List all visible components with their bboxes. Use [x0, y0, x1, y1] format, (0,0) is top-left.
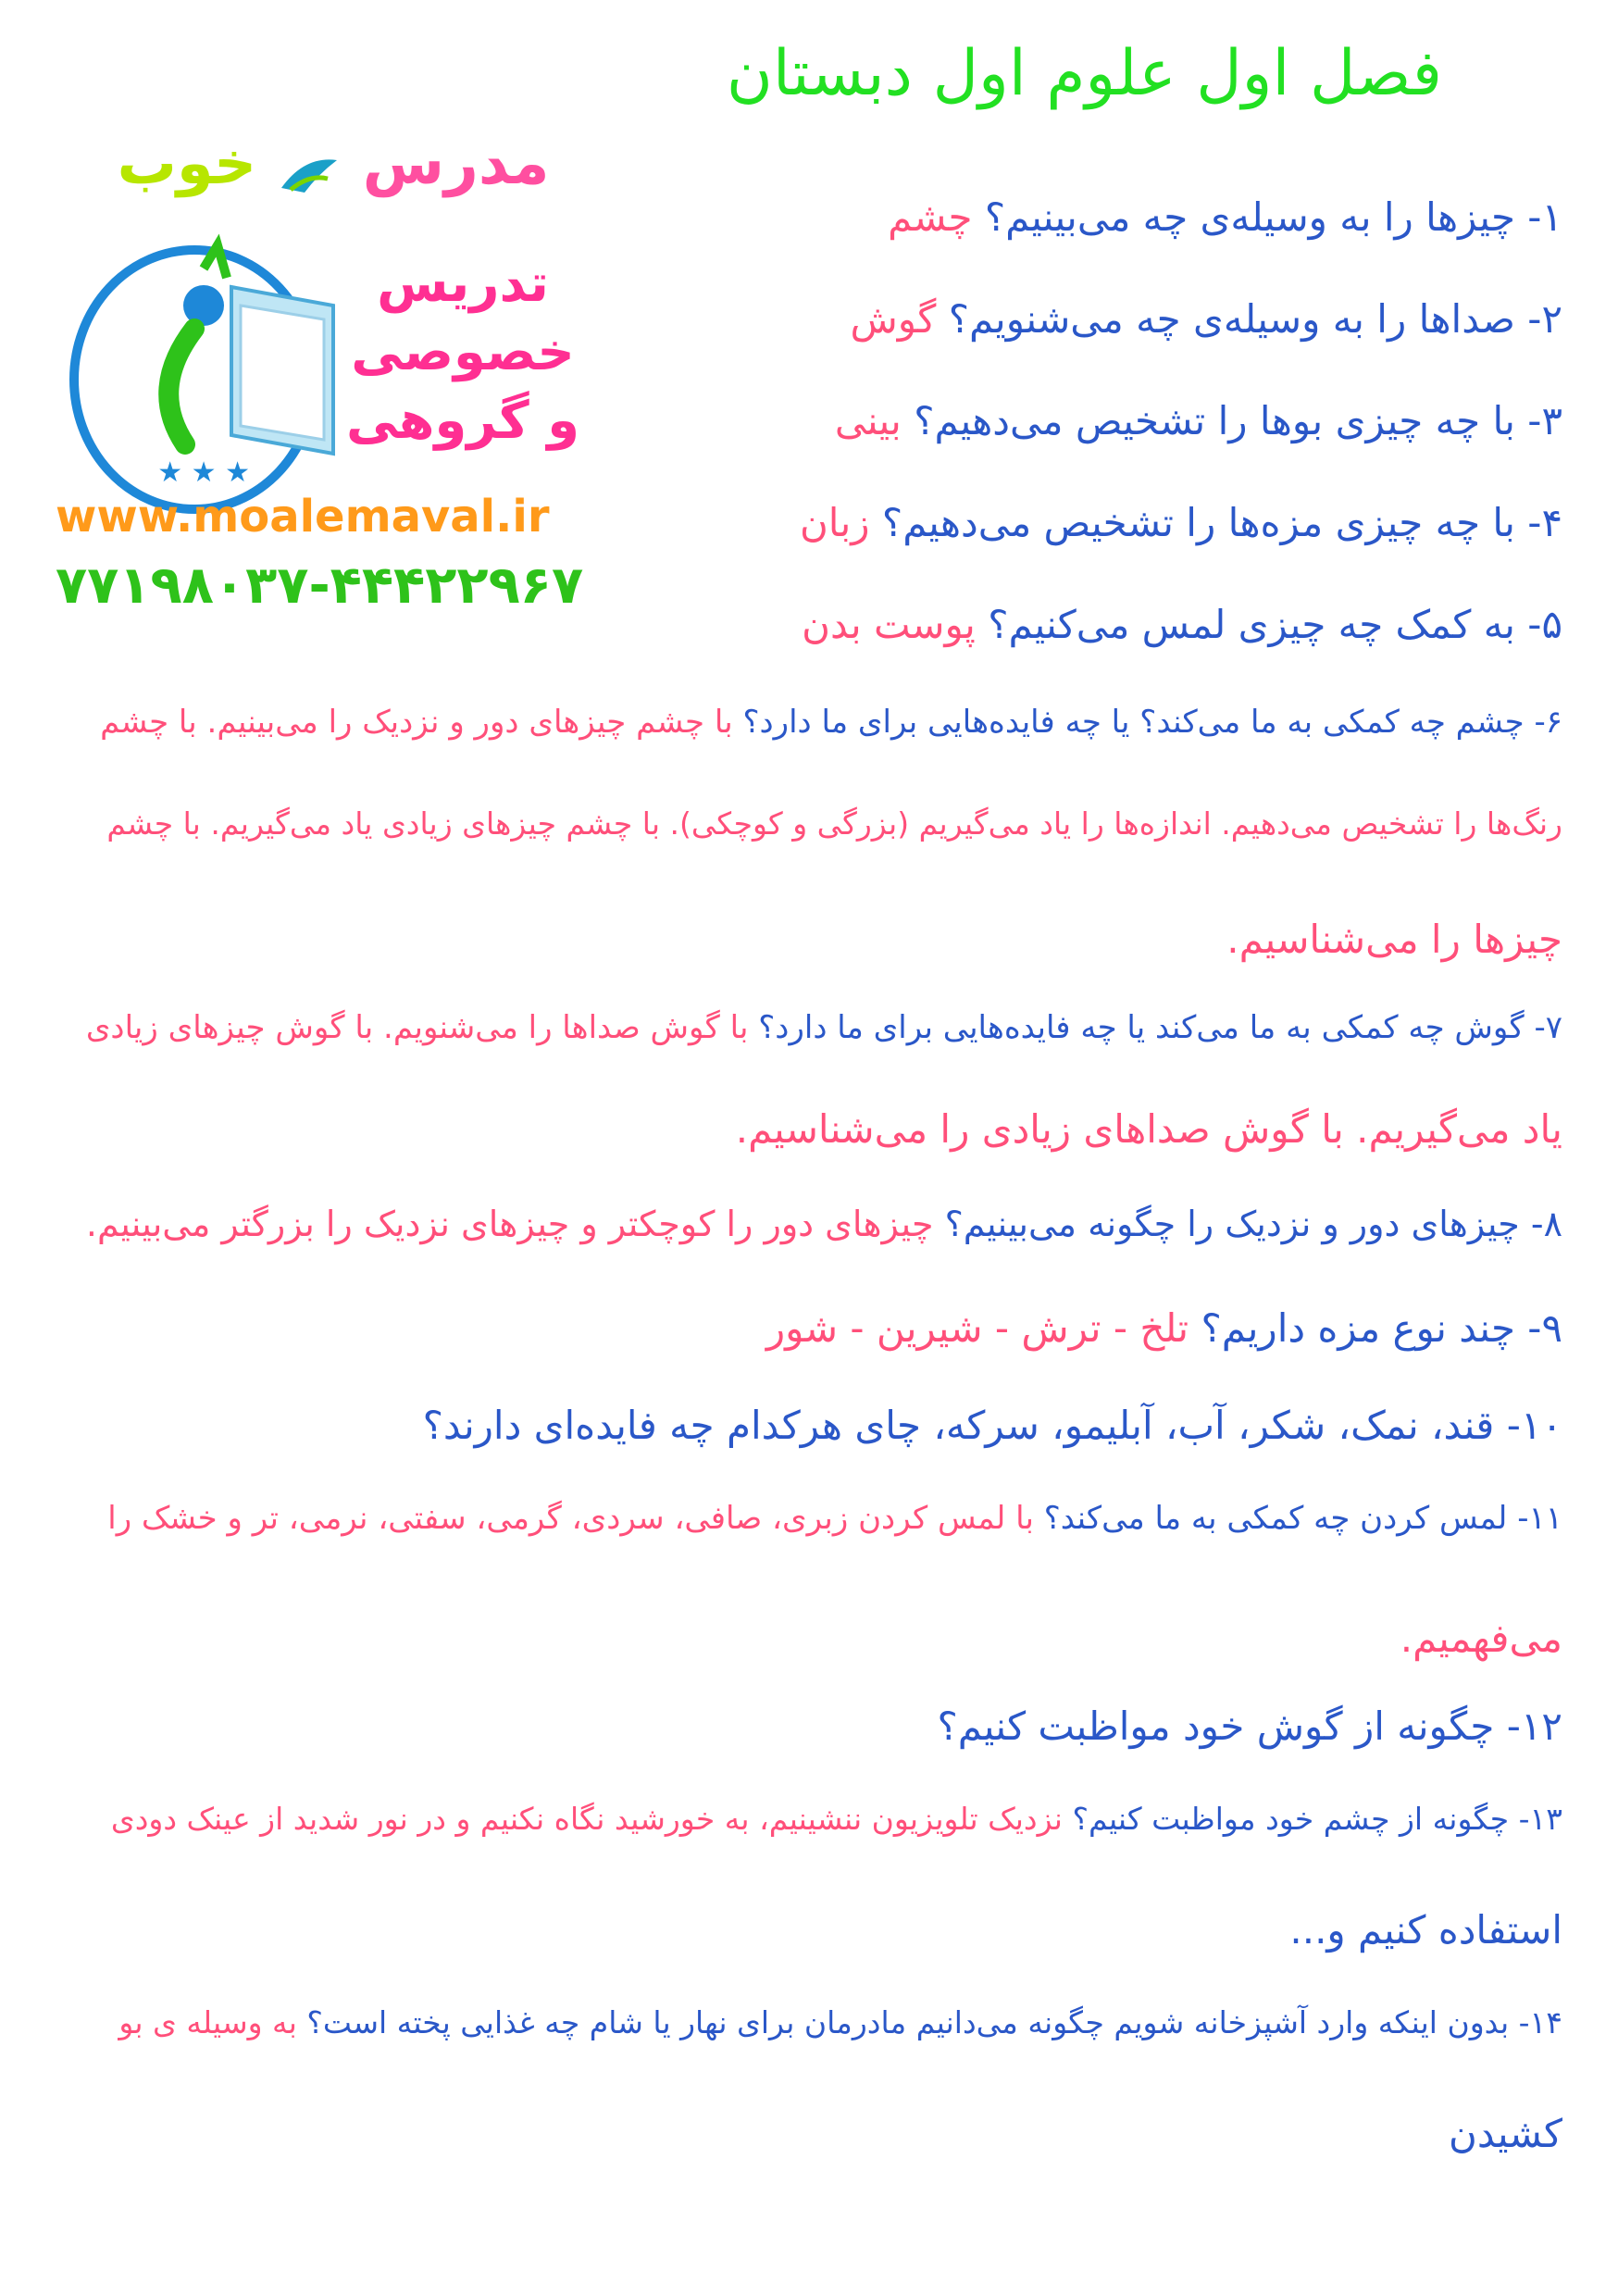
list-item — [118, 2004, 1562, 2040]
list-item — [802, 602, 1562, 647]
logo-slogan-line3: و گروهی — [346, 391, 579, 451]
answer-text: با چشم چیزهای دور و نزدیک را می‌بینیم. با چشم — [100, 704, 733, 741]
list-item — [107, 1500, 1562, 1537]
question-text: ۱۴- بدون اینکه وارد آشپزخانه شویم چگونه می‌دانیم مادرمان برای نهار یا شام چه غذایی پخته است؟ — [306, 2004, 1562, 2040]
logo — [37, 111, 629, 639]
answer-continuation: کشیدن — [1448, 2111, 1562, 2156]
logo-brand-left: مدرس — [362, 130, 550, 198]
answer-text: تلخ - ترش - شیرین - شور — [765, 1305, 1189, 1351]
answer-text: با گوش صداها را می‌شنویم. با گوش چیزهای زیادی — [85, 1009, 749, 1046]
answer-continuation: یاد می‌گیریم. با گوش صداهای زیادی را می‌شناسیم. — [735, 1106, 1562, 1152]
question-text: ۸- چیزهای دور و نزدیک را چگونه می‌بینیم؟ — [944, 1204, 1562, 1244]
list-item — [100, 704, 1562, 741]
list-item — [888, 194, 1562, 240]
answer-text: پوست بدن — [802, 602, 976, 647]
question-text: ۷- گوش چه کمکی به ما می‌کند یا چه فایده‌هایی برای ما دارد؟ — [758, 1009, 1562, 1046]
list-item — [937, 1703, 1562, 1749]
logo-brand — [56, 130, 611, 198]
answer-text: نزدیک تلویزیون ننشینیم، به خورشید نگاه نکنیم و در نور شدید از عینک دودی — [110, 1801, 1063, 1837]
answer-text: گوش — [850, 296, 937, 342]
answer-text: با لمس کردن زبری، صافی، سردی، گرمی، سفتی، نرمی، تر و خشک را — [107, 1500, 1034, 1537]
answer-text: چشم — [888, 194, 973, 240]
list-item — [835, 398, 1562, 443]
list-item — [86, 1009, 1562, 1046]
answer-continuation: استفاده کنیم و... — [1289, 1907, 1562, 1953]
list-item — [111, 1801, 1562, 1837]
question-text: ۱۲- چگونه از گوش خود مواظبت کنیم؟ — [937, 1703, 1562, 1749]
logo-slogan-line1: تدریس — [377, 254, 549, 314]
logo-slogan-line2: خصوصی — [351, 322, 575, 382]
logo-url: www.moalemaval.ir — [56, 491, 550, 543]
list-item — [766, 1305, 1562, 1351]
page-title: فصل اول علوم اول دبستان — [726, 37, 1442, 110]
answer-text: زبان — [799, 500, 870, 545]
list-item — [423, 1403, 1562, 1448]
answer-continuation: رنگ‌ها را تشخیص می‌دهیم. اندازه‌ها را یاد می‌گیریم (بزرگی و کوچکی). با چشم چیزهای زیادی یاد می‌گیریم. با چشم — [106, 805, 1562, 842]
answer-text: به وسیله ی بو — [118, 2004, 297, 2040]
question-text: ۲- صداها را به وسیله‌ی چه می‌شنویم؟ — [948, 296, 1562, 342]
logo-slogan — [315, 250, 611, 455]
question-text: ۶- چشم چه کمکی به ما می‌کند؟ یا چه فایده‌هایی برای ما دارد؟ — [742, 704, 1562, 741]
list-item — [86, 1204, 1562, 1244]
list-item — [850, 296, 1562, 342]
question-text: ۹- چند نوع مزه داریم؟ — [1201, 1305, 1562, 1351]
svg-text:★ ★ ★: ★ ★ ★ — [157, 456, 250, 489]
question-text: ۴- با چه چیزی مزه‌ها را تشخیص می‌دهیم؟ — [881, 500, 1562, 545]
list-item — [800, 500, 1562, 545]
question-text: ۱۱- لمس کردن چه کمکی به ما می‌کند؟ — [1043, 1500, 1562, 1537]
question-text: ۵- به کمک چه چیزی لمس می‌کنیم؟ — [988, 602, 1562, 647]
bird-icon — [277, 144, 342, 190]
question-text: ۱۳- چگونه از چشم خود مواظبت کنیم؟ — [1072, 1801, 1562, 1837]
answer-text: چیزهای دور را کوچکتر و چیزهای نزدیک را بزرگتر می‌بینیم. — [85, 1204, 934, 1244]
question-text: ۱۰- قند، نمک، شکر، آب، آبلیمو، سرکه، چای هرکدام چه فایده‌ای دارند؟ — [422, 1403, 1562, 1448]
answer-continuation: چیزها را می‌شناسیم. — [1226, 917, 1562, 962]
logo-brand-right: خوب — [117, 130, 257, 198]
logo-phone: ۷۷۱۹۸۰۳۷-۴۴۴۲۲۹۶۷ — [56, 555, 584, 616]
answer-continuation: می‌فهمیم. — [1400, 1616, 1562, 1661]
question-text: ۳- با چه چیزی بوها را تشخیص می‌دهیم؟ — [914, 398, 1562, 443]
question-text: ۱- چیزها را به وسیله‌ی چه می‌بینیم؟ — [984, 194, 1562, 240]
answer-text: بینی — [834, 398, 902, 443]
